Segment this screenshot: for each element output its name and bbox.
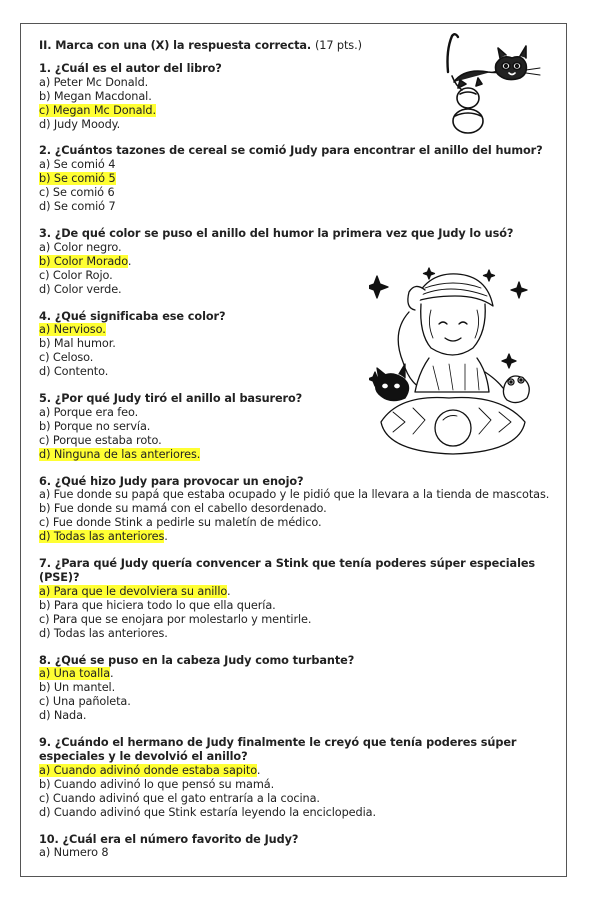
question-3	[39, 227, 559, 297]
answer-option	[39, 778, 559, 792]
answer-option	[39, 792, 559, 806]
answer-option	[39, 420, 359, 434]
highlighted-answer: c) Megan Mc Donald.	[39, 103, 156, 117]
answer-text: b) Para que hiciera todo lo que ella quería.	[39, 598, 276, 612]
highlighted-answer: d) Todas las anteriores	[39, 530, 165, 544]
answer-text: b) Mal humor.	[39, 337, 116, 351]
question-text: 5. ¿Por qué Judy tiró el anillo al basurero?	[39, 392, 303, 406]
answer-text: b) Un mantel.	[39, 681, 116, 695]
answer-option	[39, 448, 359, 462]
answer-text: c) Celoso.	[39, 351, 94, 365]
answer-option	[39, 283, 359, 297]
highlighted-answer: b) Se comió 5	[39, 172, 116, 186]
answer-text: d) Color verde.	[39, 282, 122, 296]
question-4	[39, 310, 559, 380]
answer-text: d) Se comió 7	[39, 200, 116, 214]
answer-text: d) Nada.	[39, 709, 87, 723]
highlighted-answer: b) Color Morado	[39, 254, 128, 268]
answer-text: b) Cuando adivinó lo que pensó su mamá.	[39, 777, 275, 791]
question-text: 3. ¿De qué color se puso el anillo del humor la primera vez que Judy lo usó?	[39, 226, 514, 240]
answer-text: d) Judy Moody.	[39, 117, 121, 131]
answer-text: d) Contento.	[39, 365, 109, 379]
answer-text: a) Color negro.	[39, 240, 122, 254]
answer-option	[39, 806, 559, 820]
answer-text: a) Fue donde su papá que estaba ocupado y le pidió que la llevara a la tienda de mascotas.	[39, 488, 550, 502]
question-text: 7. ¿Para qué Judy quería convencer a Stink que tenía poderes súper especiales (PSE)?	[39, 557, 536, 584]
answer-option	[39, 351, 359, 365]
highlighted-answer: a) Una toalla	[39, 667, 111, 681]
question-text: 10. ¿Cuál era el número favorito de Judy?	[39, 832, 299, 846]
question-text: 9. ¿Cuándo el hermano de Judy finalmente le creyó que tenía poderes súper especiales y le devolvió el anillo?	[39, 736, 517, 763]
question-text: 2. ¿Cuántos tazones de cereal se comió Judy para encontrar el anillo del humor?	[39, 144, 543, 158]
question-text: 8. ¿Qué se puso en la cabeza Judy como turbante?	[39, 653, 355, 667]
highlighted-answer: a) Para que le devolviera su anillo	[39, 584, 227, 598]
question-5	[39, 392, 559, 462]
answer-option	[39, 502, 559, 516]
answer-option	[39, 323, 359, 337]
answer-option	[39, 118, 559, 132]
answer-suffix: .	[227, 584, 231, 598]
answer-option	[39, 406, 359, 420]
answer-option	[39, 613, 559, 627]
answer-option	[39, 434, 359, 448]
answer-text: a) Numero 8	[39, 846, 109, 860]
answer-text: c) Fue donde Stink a pedirle su maletín de médico.	[39, 516, 322, 530]
answer-text: d) Cuando adivinó que Stink estaría leyendo la enciclopedia.	[39, 805, 376, 819]
answer-option	[39, 186, 559, 200]
question-2	[39, 144, 559, 214]
section-points: (17 pts.)	[314, 39, 362, 52]
answer-text: a) Porque era feo.	[39, 405, 139, 419]
answer-option	[39, 158, 559, 172]
question-1	[39, 62, 559, 132]
question-8	[39, 654, 559, 724]
answer-option	[39, 846, 559, 860]
answer-option	[39, 104, 559, 118]
answer-text: c) Una pañoleta.	[39, 695, 131, 709]
answer-suffix: .	[127, 254, 132, 268]
answer-text: d) Todas las anteriores.	[39, 626, 168, 640]
question-9	[39, 736, 559, 819]
answer-text: c) Para que se enojara por molestarlo y mentirle.	[39, 612, 312, 626]
answer-option	[39, 709, 559, 723]
answer-option	[39, 241, 359, 255]
question-6	[39, 475, 559, 545]
answer-suffix: .	[110, 667, 114, 681]
worksheet-content	[39, 39, 559, 873]
answer-option	[39, 695, 559, 709]
answer-option	[39, 365, 359, 379]
answer-option	[39, 599, 559, 613]
question-list	[39, 62, 559, 860]
answer-option	[39, 269, 359, 283]
question-text: 4. ¿Qué significaba ese color?	[39, 309, 226, 323]
highlighted-answer: a) Nervioso.	[39, 323, 106, 337]
answer-option	[39, 585, 559, 599]
answer-option	[39, 255, 359, 269]
answer-option	[39, 90, 559, 104]
answer-option	[39, 530, 559, 544]
question-text: 1. ¿Cuál es el autor del libro?	[39, 61, 222, 75]
answer-option	[39, 667, 559, 681]
answer-option	[39, 516, 559, 530]
highlighted-answer: d) Ninguna de las anteriores.	[39, 447, 201, 461]
answer-suffix: .	[256, 763, 261, 777]
section-title: II. Marca con una (X) la respuesta correcta.	[39, 39, 312, 52]
question-text: 6. ¿Qué hizo Judy para provocar un enojo?	[39, 474, 304, 488]
answer-text: b) Fue donde su mamá con el cabello desordenado.	[39, 502, 327, 516]
answer-text: b) Megan Macdonal.	[39, 89, 152, 103]
answer-text: c) Cuando adivinó que el gato entraría a la cocina.	[39, 791, 320, 805]
section-heading	[39, 39, 559, 53]
answer-option	[39, 172, 559, 186]
answer-text: b) Porque no servía.	[39, 419, 151, 433]
answer-option	[39, 764, 559, 778]
answer-option	[39, 200, 559, 214]
answer-text: a) Peter Mc Donald.	[39, 75, 149, 89]
answer-text: c) Color Rojo.	[39, 268, 113, 282]
answer-option	[39, 337, 359, 351]
answer-option	[39, 488, 559, 502]
answer-suffix: .	[164, 530, 168, 544]
answer-option	[39, 627, 559, 641]
question-10	[39, 833, 559, 861]
question-7	[39, 557, 559, 640]
answer-option	[39, 681, 559, 695]
answer-text: a) Se comió 4	[39, 158, 116, 172]
answer-text: c) Porque estaba roto.	[39, 433, 162, 447]
answer-text: c) Se comió 6	[39, 186, 115, 200]
highlighted-answer: a) Cuando adivinó donde estaba sapito	[39, 763, 257, 777]
answer-option	[39, 76, 559, 90]
